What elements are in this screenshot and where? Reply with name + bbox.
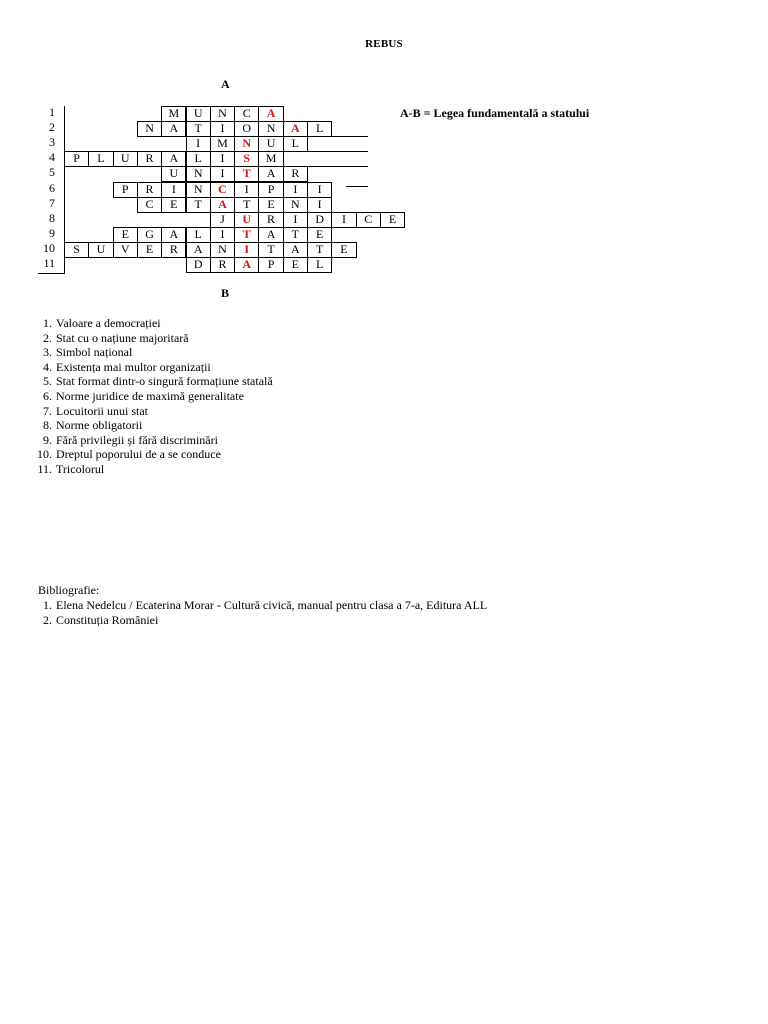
row-number: 3 [49, 135, 55, 150]
clue-item [22, 462, 273, 477]
letter-cell: I [161, 182, 186, 198]
letter-cell: E [258, 197, 283, 213]
list-number: 10. [37, 447, 52, 462]
letter-cell: V [113, 242, 138, 258]
clue-item-text: Existența mai multor organizații [56, 359, 211, 374]
list-number: 7. [43, 403, 52, 418]
key-letter-cell: T [234, 227, 259, 243]
letter-cell: L [186, 151, 211, 167]
clue-list [22, 316, 273, 477]
letter-cell: I [307, 182, 332, 198]
list-number: 8. [43, 418, 52, 433]
letter-cell: R [283, 166, 308, 182]
letter-cell: I [234, 182, 259, 198]
letter-cell: N [258, 121, 283, 137]
list-number: 3. [43, 345, 52, 360]
letter-cell: E [283, 257, 308, 273]
letter-cell: S [64, 242, 89, 258]
bibliography-list [22, 598, 487, 627]
clue-item-text: Locuitorii unui stat [56, 403, 148, 418]
letter-cell: N [186, 182, 211, 198]
letter-cell: N [137, 121, 162, 137]
letter-cell: E [307, 227, 332, 243]
row-number: 1 [49, 105, 55, 119]
key-letter-cell: U [234, 212, 259, 228]
letter-cell: N [210, 106, 235, 122]
letter-cell: O [234, 121, 259, 137]
letter-cell: U [186, 106, 211, 122]
letter-cell: N [210, 242, 235, 258]
clue-item [22, 433, 273, 448]
letter-cell: E [113, 227, 138, 243]
letter-cell: N [283, 197, 308, 213]
letter-cell: I [186, 136, 211, 152]
letter-cell: C [356, 212, 381, 228]
clue-item [22, 345, 273, 360]
letter-cell: A [258, 166, 283, 182]
key-letter-cell: A [210, 197, 235, 213]
clue-item-text: Stat cu o națiune majoritară [56, 330, 189, 345]
letter-cell: E [137, 242, 162, 258]
letter-cell: L [307, 257, 332, 273]
letter-cell: A [161, 121, 186, 137]
bibliography-item [22, 598, 487, 613]
letter-cell: U [88, 242, 113, 258]
letter-cell: A [161, 151, 186, 167]
letter-cell: P [258, 182, 283, 198]
letter-cell: T [186, 197, 211, 213]
letter-cell: G [137, 227, 162, 243]
list-number: 1. [43, 316, 52, 330]
clue-item-text: Tricolorul [56, 461, 105, 476]
list-number: 2. [43, 330, 52, 345]
list-number: 6. [43, 388, 52, 403]
letter-cell: E [161, 197, 186, 213]
row-number: 9 [49, 225, 55, 240]
letter-cell: L [88, 151, 113, 167]
puzzle-definition: A-B = Legea fundamentală a statului [400, 106, 590, 120]
letter-cell: M [210, 136, 235, 152]
row-number: 11 [43, 256, 55, 270]
row-number: 7 [49, 195, 55, 210]
clue-item-text: Valoare a democrației [56, 316, 161, 330]
key-letter-cell: T [234, 166, 259, 182]
letter-cell: L [283, 136, 308, 152]
letter-cell: P [113, 182, 138, 198]
letter-cell: U [161, 166, 186, 182]
letter-cell: T [283, 227, 308, 243]
bibliography-title: Bibliografie: [38, 583, 100, 597]
column-label-b: B [221, 286, 230, 300]
letter-cell: A [258, 227, 283, 243]
letter-cell: I [331, 212, 356, 228]
clue-item-text: Norme juridice de maximă generalitate [56, 388, 244, 403]
clue-item [22, 316, 273, 331]
clue-item [22, 374, 273, 389]
letter-cell: L [307, 121, 332, 137]
letter-cell: D [186, 257, 211, 273]
list-number: 11. [37, 461, 52, 476]
letter-cell: J [210, 212, 235, 228]
key-letter-cell: C [210, 182, 235, 198]
clue-item-text: Dreptul poporului de a se conduce [56, 447, 221, 462]
clue-item [22, 360, 273, 375]
letter-cell: U [258, 136, 283, 152]
key-letter-cell: A [258, 106, 283, 122]
letter-cell: I [210, 151, 235, 167]
letter-cell: A [161, 227, 186, 243]
letter-cell: U [113, 151, 138, 167]
letter-cell: C [137, 197, 162, 213]
letter-cell: A [186, 242, 211, 258]
key-letter-cell: I [234, 242, 259, 258]
clue-item-text: Norme obligatorii [56, 418, 143, 433]
clue-item [22, 331, 273, 346]
letter-cell: R [161, 242, 186, 258]
clue-item-text: Fără privilegii și fără discriminări [56, 432, 218, 447]
list-number: 1. [43, 598, 52, 612]
row-number: 5 [49, 165, 55, 180]
key-letter-cell: S [234, 151, 259, 167]
letter-cell: I [210, 121, 235, 137]
letter-cell: M [258, 151, 283, 167]
letter-cell: P [64, 151, 89, 167]
letter-cell: R [258, 212, 283, 228]
clue-item-text: Stat format dintr-o singură formațiune statală [56, 374, 273, 389]
column-label-a: A [221, 77, 230, 91]
letter-cell: R [210, 257, 235, 273]
letter-cell: L [186, 227, 211, 243]
letter-cell: T [186, 121, 211, 137]
clue-item-text: Simbol național [56, 345, 133, 360]
bibliography-item-text: Constituția României [56, 612, 159, 627]
clue-item [22, 389, 273, 404]
row-separator [346, 186, 368, 187]
letter-cell: I [283, 182, 308, 198]
row-number: 10 [43, 240, 55, 255]
letter-cell: E [380, 212, 405, 228]
letter-cell: I [307, 197, 332, 213]
crossword-grid [0, 0, 768, 300]
key-letter-cell: A [283, 121, 308, 137]
row-number: 4 [49, 150, 55, 165]
letter-cell: C [234, 106, 259, 122]
letter-cell: T [234, 197, 259, 213]
list-number: 5. [43, 374, 52, 389]
list-number: 4. [43, 359, 52, 374]
row-number: 8 [49, 210, 55, 225]
letter-cell: A [283, 242, 308, 258]
page-title: REBUS [365, 38, 403, 50]
letter-cell: R [137, 151, 162, 167]
grid-bottom-rule [38, 273, 64, 274]
letter-cell: E [331, 242, 356, 258]
clue-item [22, 418, 273, 433]
letter-cell: T [307, 242, 332, 258]
clue-item [22, 404, 273, 419]
letter-cell: R [137, 182, 162, 198]
row-number: 6 [49, 180, 55, 195]
bibliography-item [22, 613, 487, 628]
letter-cell: M [161, 106, 186, 122]
bibliography-item-text: Elena Nedelcu / Ecaterina Morar - Cultură civică, manual pentru clasa a 7-a, Editura ALL [56, 598, 488, 612]
key-letter-cell: N [234, 136, 259, 152]
clue-item [22, 447, 273, 462]
list-number: 9. [43, 432, 52, 447]
letter-cell: I [210, 227, 235, 243]
key-letter-cell: A [234, 257, 259, 273]
letter-cell: I [210, 166, 235, 182]
letter-cell: P [258, 257, 283, 273]
letter-cell: N [186, 166, 211, 182]
list-number: 2. [43, 612, 52, 627]
row-number: 2 [49, 120, 55, 135]
letter-cell: T [258, 242, 283, 258]
letter-cell: I [283, 212, 308, 228]
letter-cell: D [307, 212, 332, 228]
